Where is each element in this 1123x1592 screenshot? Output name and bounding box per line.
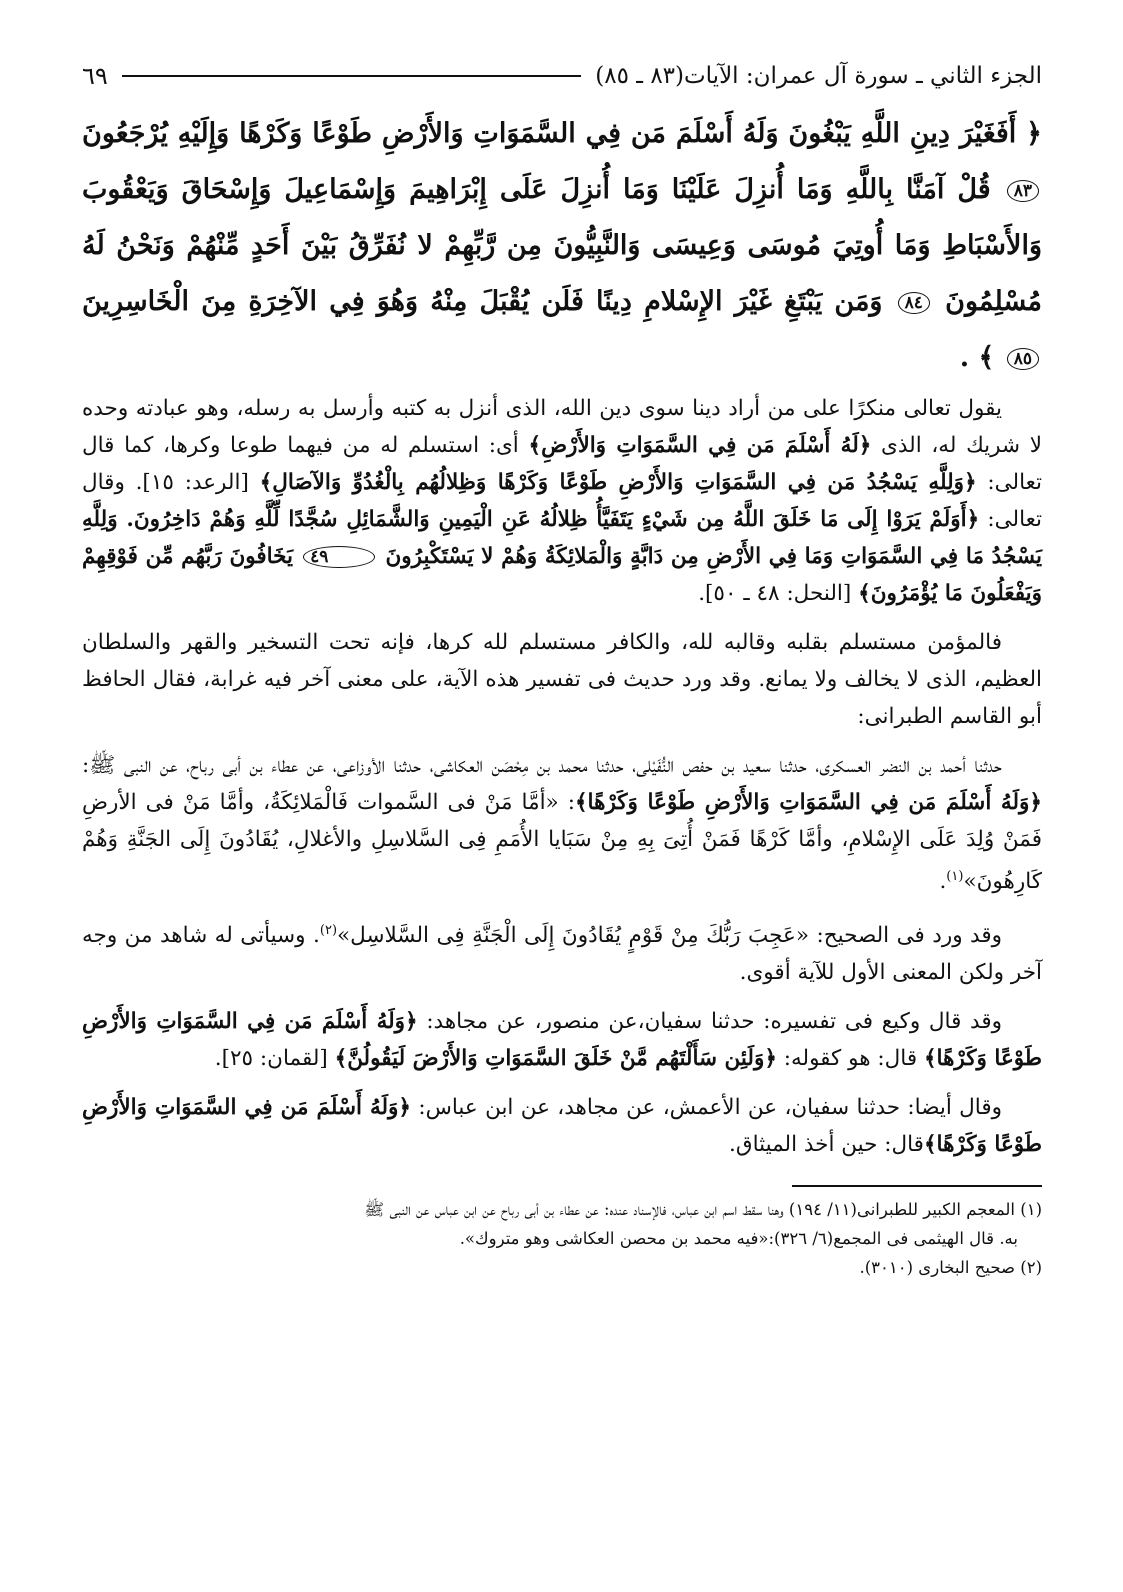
paragraph-text: [لقمان: ٢٥].: [214, 1046, 335, 1072]
commentary-paragraph-1: [82, 390, 1042, 612]
page-number: ٦٩: [82, 62, 108, 90]
paragraph-text: حدثنا أحمد بن النضر العسكرى، حدثنا سعيد بن حفص النُّفَيْلى، حدثنا محمد بن مِحْصَن العكاشى، حدثنا الأوزاعى، عن عطاء بن أبى رباح، عن النبى ﷺ:: [82, 753, 1002, 778]
commentary-paragraph-4: [82, 912, 1042, 991]
quran-quote: ﴿وَلِلَّهِ يَسْجُدُ مَن فِي السَّمَوَاتِ وَالأَرْضِ طَوْعًا وَكَرْهًا وَظِلالُهُم بِالْغُدُوِّ وَالآصَالِ﴾: [259, 470, 977, 495]
verse-83-text: أَفَغَيْرَ دِينِ اللَّهِ يَبْغُونَ وَلَهُ أَسْلَمَ مَن فِي السَّمَوَاتِ وَالأَرْضِ طَوْعًا وَكَرْهًا وَإِلَيْهِ يُرْجَعُونَ: [82, 118, 1017, 149]
verse-number-49: ٤٩: [303, 546, 375, 568]
chapter-title: الجزء الثاني ـ سورة آل عمران: الآيات(٨٣ ـ ٨٥): [595, 63, 1042, 89]
quran-quote: ﴿أَوَلَمْ يَرَوْا إِلَى مَا خَلَقَ اللَّهُ مِن شَيْءٍ يَتَفَيَّأُ ظِلالُهُ عَنِ الْيَمِينِ وَالشَّمَائِلِ سُجَّدًا لِّلَّهِ وَهُمْ دَاخِرُونَ. وَلِلَّهِ يَسْجُدُ مَا فِي السَّمَوَاتِ وَمَا فِي الأَرْضِ مِن دَابَّةٍ وَالْمَلائِكَةُ وَهُمْ لا يَسْتَكْبِرُونَ: [82, 507, 1042, 569]
paragraph-text: وقال أيضا: حدثنا سفيان، عن الأعمش، عن مجاهد، عن ابن عباس:: [411, 1095, 1002, 1121]
quran-quote: ﴿وَلَئِن سَأَلْتَهُم مَّنْ خَلَقَ السَّمَوَاتِ وَالأَرْضَ لَيَقُولُنَّ﴾: [334, 1046, 777, 1072]
verse-84-text: قُلْ آمَنَّا بِاللَّهِ وَمَا أُنزِلَ عَلَيْنَا وَمَا أُنزِلَ عَلَى إِبْرَاهِيمَ وَإِسْمَاعِيلَ وَإِسْحَاقَ وَيَعْقُوبَ وَالأَسْبَاطِ وَمَا أُوتِيَ مُوسَى وَعِيسَى وَالنَّبِيُّونَ مِن رَّبِّهِمْ لا نُفَرِّقُ بَيْنَ أَحَدٍ مِّنْهُمْ وَنَحْنُ لَهُ مُسْلِمُونَ: [82, 174, 1043, 317]
footnote-separator: [792, 1185, 1042, 1187]
paragraph-text: . وسيأتى له شاهد من وجه آخر ولكن المعنى الأول للآية أقوى.: [82, 923, 1042, 986]
verse-number-83: ٨٣: [1007, 180, 1039, 202]
footnotes: [82, 1195, 1042, 1282]
running-header: [82, 54, 1042, 98]
commentary-paragraph-5: [82, 1003, 1042, 1077]
verse-number-84: ٨٤: [898, 292, 930, 314]
commentary-paragraph-6: [82, 1089, 1042, 1163]
footnote-1-continued: به. قال الهيثمى فى المجمع(٦/ ٣٢٦):«فيه محمد بن محصن العكاشى وهو متروك».: [459, 1229, 1018, 1249]
paragraph-text: [الرعد: ١٥]. وقال تعالى:: [82, 470, 1042, 532]
footnote-1: (١) المعجم الكبير للطبرانى(١١/ ١٩٤) وهنا سقط اسم ابن عباس، فالإسناد عنده: عن عطاء بن أبى رباح عن ابن عباس عن النبى ﷺ: [364, 1200, 1042, 1220]
paragraph-text: .: [939, 869, 947, 895]
paragraph-text: قال: هو كقوله:: [776, 1046, 924, 1072]
quran-quote: ﴿وَلَهُ أَسْلَمَ مَن فِي السَّمَوَاتِ وَالأَرْضِ طَوْعًا وَكَرْهًا﴾: [82, 1095, 1042, 1158]
quran-quote: ﴿لَهُ أَسْلَمَ مَن فِي السَّمَوَاتِ وَالأَرْضِ﴾: [528, 433, 872, 458]
quran-quote: ﴿وَلَهُ أَسْلَمَ مَن فِي السَّمَوَاتِ وَالأَرْضِ طَوْعًا وَكَرْهًا﴾: [574, 790, 1042, 815]
paragraph-text: وقد ورد فى الصحيح: «عَجِبَ رَبُّكَ مِنْ قَوْمٍ يُقَادُونَ إِلَى الْجَنَّةِ فِى السَّلاسِل»: [337, 923, 1003, 949]
footnote-ref-1: (١): [946, 869, 964, 884]
footnote-ref-2: (٢): [319, 923, 338, 939]
quran-verses: [82, 106, 1042, 386]
paragraph-text: يقول تعالى منكرًا على من أراد دينا سوى دين الله، الذى أنزل به كتبه وأرسل به رسله، وهو عبادته وحده لا شريك له، الذى: [82, 396, 1042, 458]
paragraph-text: فالمؤمن مستسلم بقلبه وقالبه لله، والكافر مستسلم لله كرها، فإنه تحت التسخير والقهر والسلطان العظيم، الذى لا يخالف ولا يمانع. وقد ورد حديث فى تفسير هذه الآية، على معنى آخر فيه غرابة، فقال الحافظ أبو القاسم الطبرانى:: [82, 630, 1042, 729]
paragraph-text: وقد قال وكيع فى تفسيره: حدثنا سفيان،عن منصور، عن مجاهد:: [417, 1009, 1002, 1035]
verse-close-bracket: ﴾ .: [959, 342, 995, 373]
book-page: [82, 54, 1042, 1554]
footnote-2: (٢) صحيح البخارى (٣٠١٠).: [859, 1258, 1042, 1278]
paragraph-text: [النحل: ٤٨ ـ ٥٠].: [698, 581, 859, 606]
paragraph-text: قال: حين أخذ الميثاق.: [729, 1132, 924, 1158]
verse-number-85: ٨٥: [1007, 348, 1039, 370]
header-rule: [122, 75, 581, 77]
verse-85-text: وَمَن يَبْتَغِ غَيْرَ الإِسْلامِ دِينًا فَلَن يُقْبَلَ مِنْهُ وَهُوَ فِي الآخِرَةِ مِنَ الْخَاسِرِينَ: [82, 286, 883, 317]
verse-open-bracket: ﴿: [1026, 118, 1042, 149]
quran-quote: ﴿وَلَهُ أَسْلَمَ مَن فِي السَّمَوَاتِ وَالأَرْضِ طَوْعًا وَكَرْهًا﴾: [82, 1009, 1042, 1072]
hadith-paragraph: [82, 747, 1042, 900]
commentary-paragraph-2: [82, 624, 1042, 735]
paragraph-text: : «أمَّا مَنْ فى السَّموات فَالْمَلائِكَةُ، وأمَّا مَنْ فى الأرضِ فَمَنْ وُلِدَ عَلَى الإِسْلامِ، وأمَّا كَرْهًا فَمَنْ أُتِىَ بِهِ مِنْ سَبَايا الأُمَمِ فِى السَّلاسِلِ والأغلالِ، يُقَادُونَ إِلَى الجَنَّةِ وَهُمْ كَارِهُونَ»: [82, 790, 1042, 895]
paragraph-text: أى: استسلم له من فيهما طوعا وكرها، كما قال تعالى:: [82, 433, 1042, 495]
quran-quote: يَخَافُونَ رَبَّهُم مِّن فَوْقِهِمْ وَيَفْعَلُونَ مَا يُؤْمَرُونَ﴾: [82, 544, 1042, 606]
